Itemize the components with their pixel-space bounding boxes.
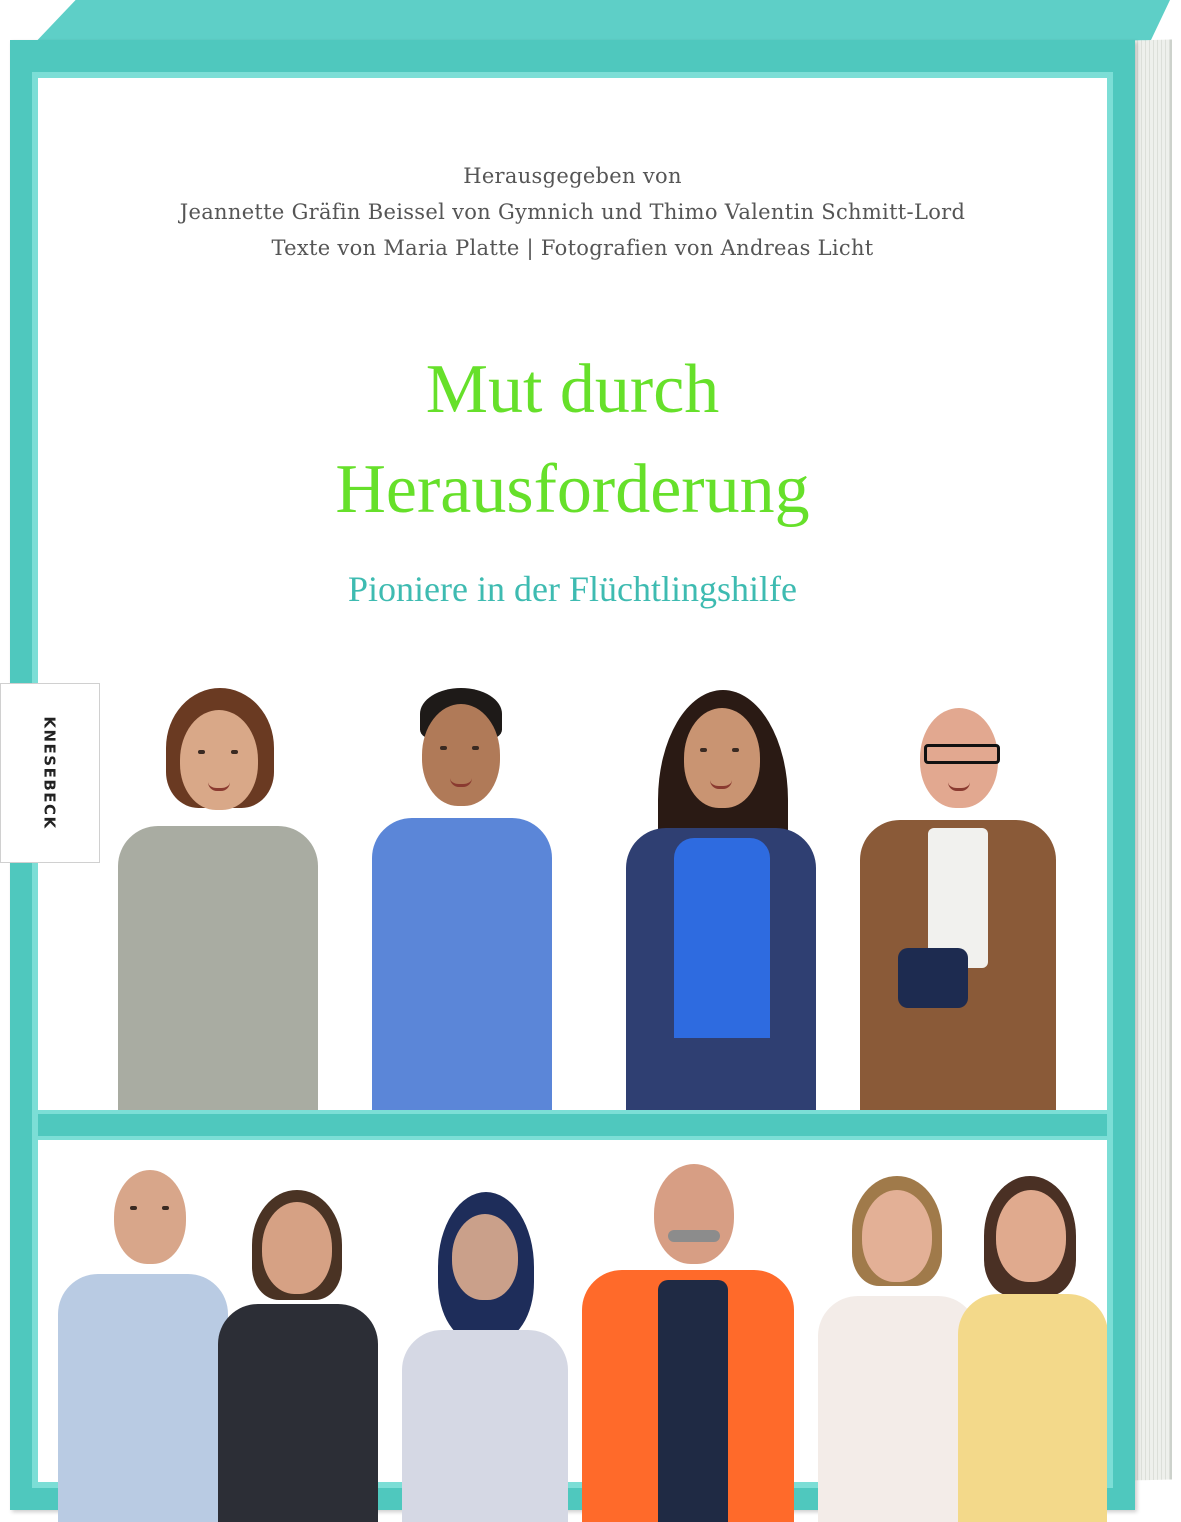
portrait-row-top xyxy=(38,678,1107,1110)
portrait-row-bottom xyxy=(38,1140,1107,1522)
credits-line-editors-intro: Herausgegeben von xyxy=(463,164,682,188)
portrait-woman-dark-blazer xyxy=(218,1140,378,1522)
book-title-line1: Mut durch xyxy=(425,351,720,428)
book-subtitle: Pioniere in der Flüchtlingshilfe xyxy=(348,569,797,609)
portrait-woman-grey-vest xyxy=(118,678,318,1110)
portrait-man-tweed-jacket xyxy=(858,678,1058,1110)
book-title-line2: Herausforderung xyxy=(335,451,810,528)
portrait-woman-yellow-cardigan xyxy=(958,1140,1107,1522)
credits-line-editors: Jeannette Gräfin Beissel von Gymnich und Thimo Valentin Schmitt-Lord xyxy=(179,200,966,224)
credits xyxy=(38,158,1107,266)
cover-panel xyxy=(32,72,1113,1488)
portrait-woman-white-blouse xyxy=(818,1140,978,1522)
publisher-label xyxy=(0,683,100,863)
portrait-man-blue-shirt xyxy=(358,678,558,1110)
credits-line-texts-photos: Texte von Maria Platte | Fotografien von Andreas Licht xyxy=(271,236,874,260)
book-title xyxy=(38,340,1107,540)
portrait-woman-hijab xyxy=(398,1140,568,1522)
cover-frame xyxy=(10,40,1135,1510)
publisher-name: KNESEBECK xyxy=(41,716,60,830)
portrait-man-paramedic-jacket xyxy=(578,1140,798,1522)
book-page-edges xyxy=(1130,39,1172,1480)
portrait-man-light-shirt xyxy=(58,1140,228,1522)
cover-divider-band xyxy=(38,1110,1107,1140)
portrait-woman-blue-blouse xyxy=(618,678,818,1110)
